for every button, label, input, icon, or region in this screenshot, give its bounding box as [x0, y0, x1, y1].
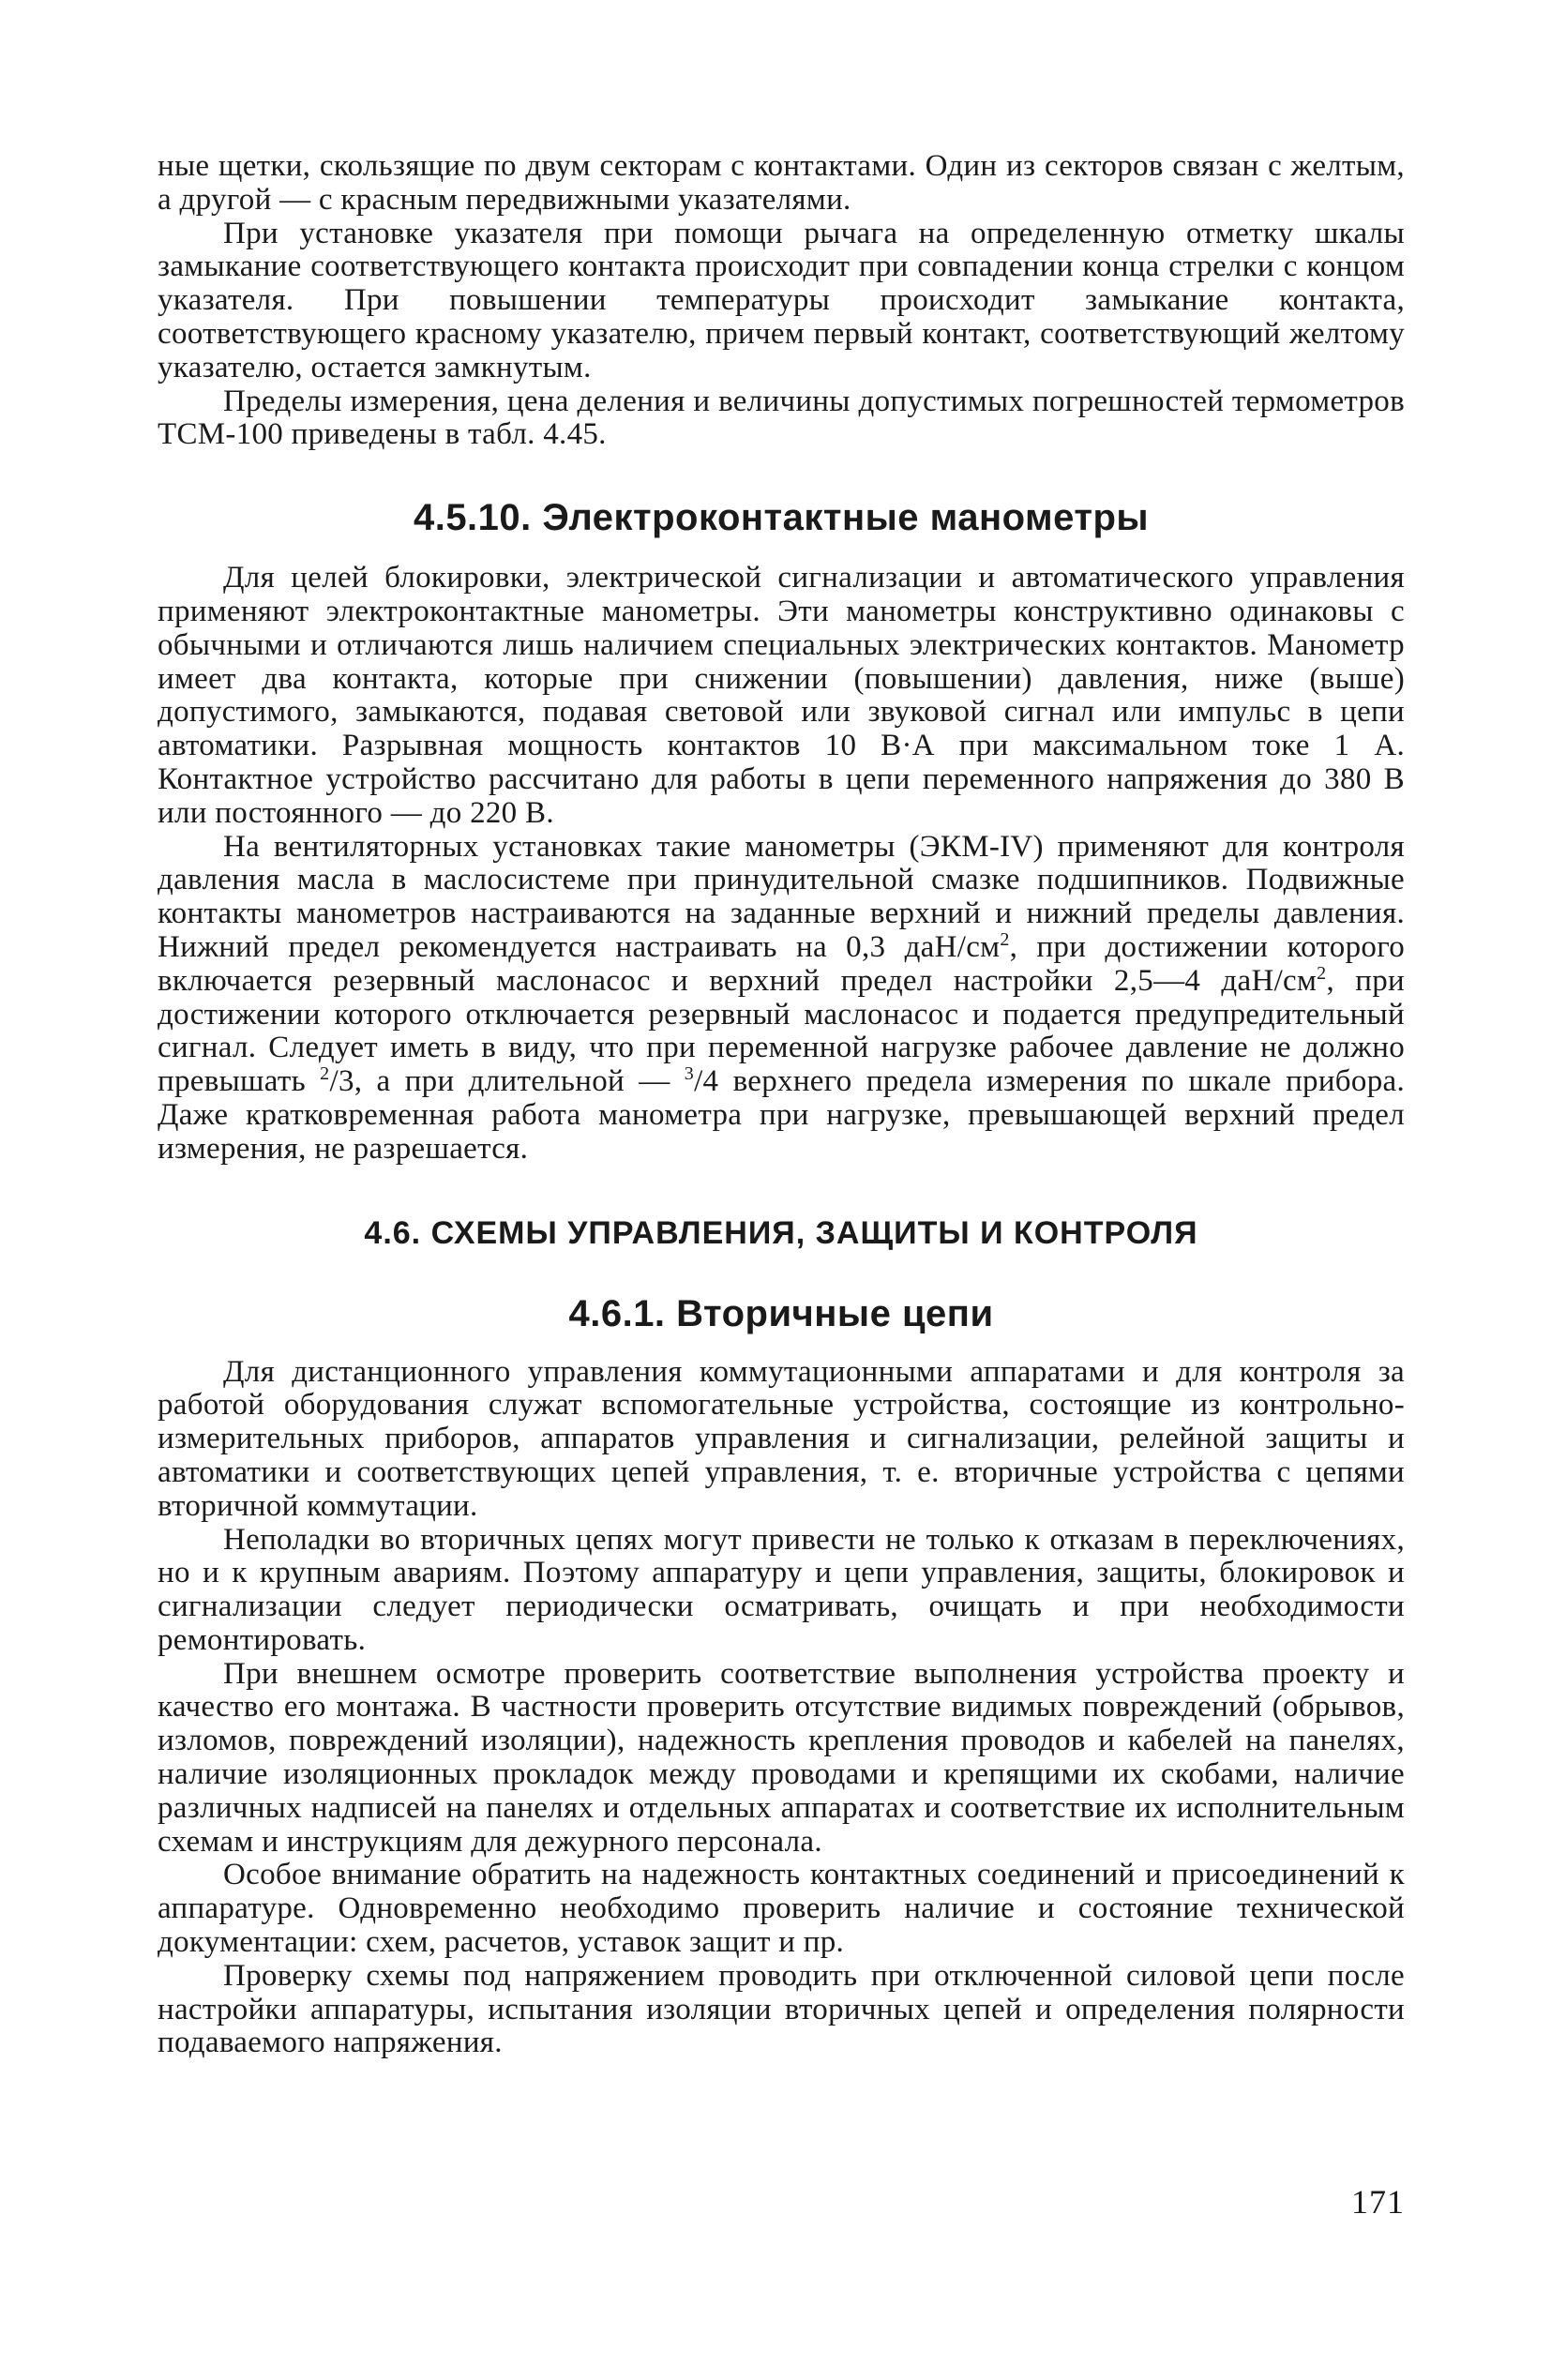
text-run: верхнего предела измерения по шкале прибора. Даже кратковременная работа манометра при нагрузке, превышающей верхний предел измерения, не разрешается.	[158, 1064, 1405, 1166]
fraction-denominator: /3	[329, 1064, 354, 1099]
section-heading-4-6-1: 4.6.1. Вторичные цепи	[568, 1292, 994, 1334]
fraction-numerator: 2	[320, 1063, 330, 1085]
paragraph-continued: ные щетки, скользящие по двум секторам с контактами. Один из секторов связан с желтым, а другой — с красным передвижными указателями.	[158, 149, 1405, 217]
paragraph-remote-control: Для дистанционного управления коммутационными аппаратами и для контроля за работой оборудования служат вспомогательные устройства, состоящие из контрольно-измерительных приборов, аппаратов управления и сигнализации, релейной защиты и автоматики и соответствующих цепей управления, т. е. вторичные устройства с цепями вторичной коммутации.	[158, 1354, 1405, 1523]
paragraph-indicator-setting: При установке указателя при помощи рычага на определенную отметку шкалы замыкание соответствующего контакта происходит при совпадении конца стрелки с концом указателя. При повышении температуры происходит замыкание контакта, соответствующего красному указателю, причем первый контакт, соответствующий желтому указателю, остается замкнутым.	[158, 216, 1405, 384]
paragraph-external-inspection: При внешнем осмотре проверить соответствие выполнения устройства проекту и качество его монтажа. В частности проверить отсутствие видимых повреждений (обрывов, изломов, повреждений изоляции), надежность крепления проводов и кабелей на панелях, наличие изоляционных прокладок между проводами и крепящими их скобами, наличие различных надписей на панелях и отдельных аппаратах и соответствие их исполнительным схемам и инструкциям для дежурного персонала.	[158, 1656, 1405, 1859]
text-run: , при достижении которого отключается резервный маслонасос и подается предупредительный сигнал. Следует иметь в виду, что при переменной нагрузке рабочее давление не должно превышать	[158, 963, 1405, 1099]
paragraph-electrocontact-manometers: Для целей блокировки, электрической сигнализации и автоматического управления применяют электроконтактные манометры. Эти манометры конструктивно одинаковы с обычными и отличаются лишь наличием специальных электрических контактов. Манометр имеет два контакта, которые при снижении (повышении) давления, ниже (выше) допустимого, замыкаются, подавая световой или звуковой сигнал или импульс в цепи автоматики. Разрывная мощность контактов 10 В·А при максимальном токе 1 А. Контактное устройство рассчитано для работы в цепи переменного напряжения до 380 В или постоянного — до 220 В.	[158, 561, 1405, 830]
fraction-numerator: 3	[684, 1063, 695, 1085]
paragraph-contact-connections: Особое внимание обратить на надежность контактных соединений и присоединений к аппаратуре. Одновременно необходимо проверить наличие и состояние технической документации: схем, расчетов, уставок защит и пр.	[158, 1858, 1405, 1960]
text-run: , а при длительной —	[354, 1064, 685, 1099]
section-heading-4-5-10: 4.5.10. Электроконтактные манометры	[413, 497, 1150, 539]
paragraph-measurement-limits: Пределы измерения, цена деления и величины допустимых погрешностей термометров ТСМ-100 приведены в табл. 4.45.	[158, 384, 1405, 452]
text-run: , при достижении которого включается резервный маслонасос и верхний предел настройки 2,5—4 даН/см	[158, 929, 1406, 998]
paragraph-voltage-check: Проверку схемы под напряжением проводить при отключенной силовой цепи после настройки аппаратуры, испытания изоляции вторичных цепей и определения полярности подаваемого напряжения.	[158, 1958, 1405, 2060]
superscript: 2	[1317, 962, 1327, 984]
superscript: 2	[1000, 928, 1010, 950]
page-body	[158, 150, 1405, 2060]
chapter-heading-4-6: 4.6. СХЕМЫ УПРАВЛЕНИЯ, ЗАЩИТЫ И КОНТРОЛЯ	[364, 1214, 1198, 1251]
paragraph-fan-installations	[158, 831, 1405, 1167]
paragraph-faults: Неполадки во вторичных цепях могут привести не только к отказам в переключениях, но и к крупным авариям. Поэтому аппаратуру и цепи управления, защиты, блокировок и сигнализации следует периодически осматривать, очищать и при необходимости ремонтировать.	[158, 1522, 1405, 1657]
text-run: На вентиляторных установках такие манометры (ЭКМ-IV) применяют для контроля давления масла в маслосистеме при принудительной смазке подшипников. Подвижные контакты манометров настраиваются на заданные верхний и нижний пределы давления. Нижний предел рекомендуется настраивать на 0,3 даН/см	[158, 829, 1405, 964]
fraction-denominator: /4	[694, 1064, 719, 1099]
page-number: 171	[1351, 2183, 1405, 2221]
